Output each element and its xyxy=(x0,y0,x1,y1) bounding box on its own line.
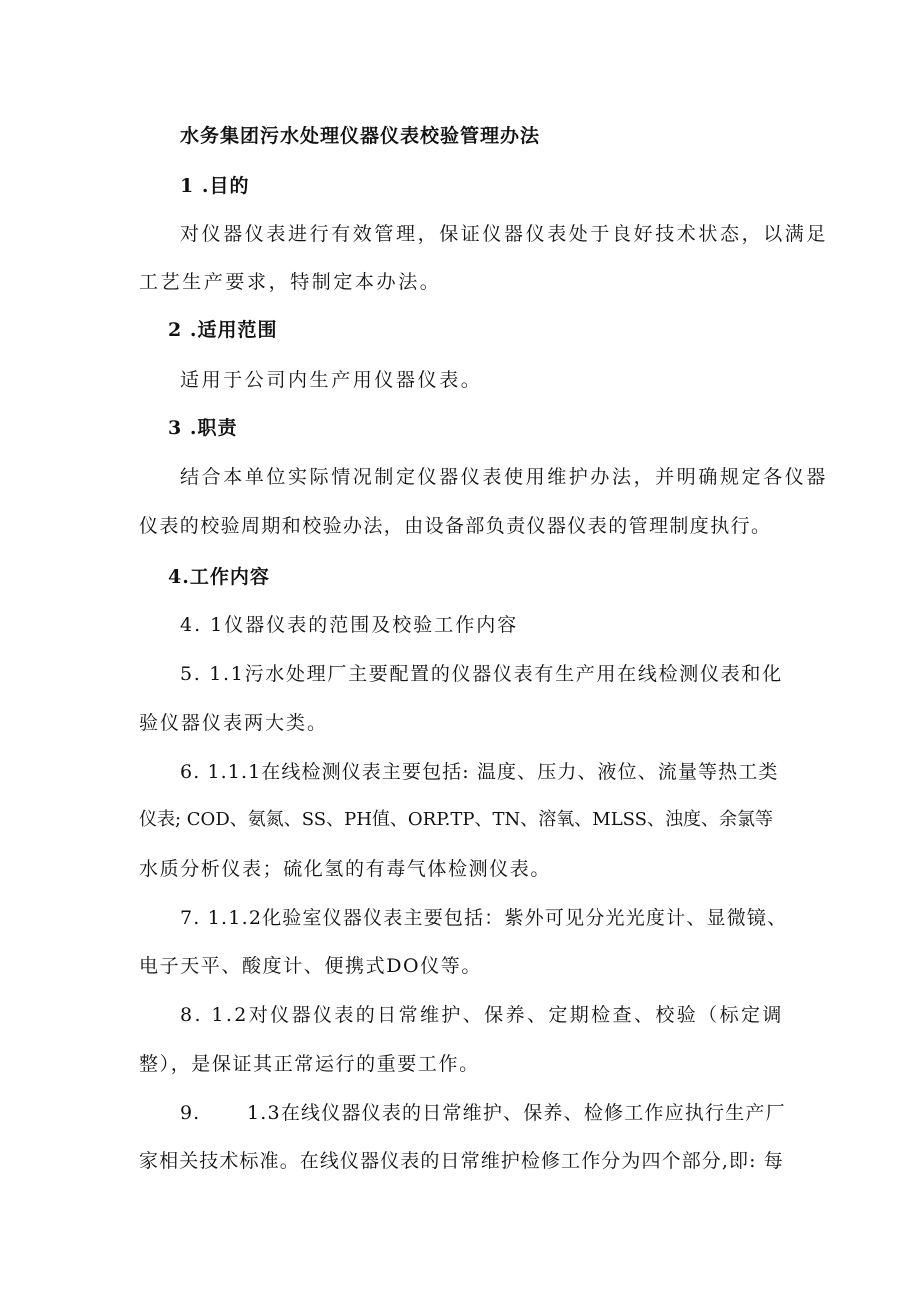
paragraph-purpose-line-2: 工艺生产要求，特制定本办法。 xyxy=(139,271,442,293)
paragraph-responsibility-line-2: 仪表的校验周期和校验办法，由设备部负责仪器仪表的管理制度执行。 xyxy=(139,515,772,537)
item-6-line-1: 6. 1.1.1在线检测仪表主要包括: 温度、压力、液位、流量等热工类 xyxy=(180,761,779,783)
item-8-line-2: 整），是保证其正常运行的重要工作。 xyxy=(139,1053,480,1075)
paragraph-scope-line-1: 适用于公司内生产用仪器仪表。 xyxy=(180,369,483,391)
heading-scope: 2 .适用范围 xyxy=(168,319,278,341)
item-5-line-1: 5. 1.1污水处理厂主要配置的仪器仪表有生产用在线检测仪表和化 xyxy=(180,663,783,685)
item-7-line-1: 7. 1.1.2化验室仪器仪表主要包括：紫外可见分光光度计、显微镜、 xyxy=(180,907,788,929)
paragraph-purpose-line-1: 对仪器仪表进行有效管理，保证仪器仪表处于良好技术状态，以满足 xyxy=(180,223,829,245)
item-9-line-2: 家相关技术标准。在线仪器仪表的日常维护检修工作分为四个部分,即: 每 xyxy=(139,1150,784,1172)
item-6-line-2: 仪表; COD、氨氮、SS、PH值、ORP.TP、TN、溶氧、MLSS、浊度、余氯等 xyxy=(139,809,773,830)
item-8-line-1: 8. 1.2对仪器仪表的日常维护、保养、定期检查、校验（标定调 xyxy=(180,1004,784,1026)
heading-work-content: 4.工作内容 xyxy=(168,566,270,588)
heading-responsibility: 3 .职责 xyxy=(168,417,238,439)
item-9-line-1: 1.3在线仪器仪表的日常维护、保养、检修工作应执行生产厂 xyxy=(247,1102,786,1124)
document-title: 水务集团污水处理仪器仪表校验管理办法 xyxy=(180,125,541,147)
item-6-line-3: 水质分析仪表；硫化氢的有毒气体检测仪表。 xyxy=(139,858,552,880)
item-4-1: 4. 1仪器仪表的范围及校验工作内容 xyxy=(180,614,519,636)
item-7-line-2: 电子天平、酸度计、便携式DO仪等。 xyxy=(139,955,483,977)
item-5-line-2: 验仪器仪表两大类。 xyxy=(139,712,329,734)
item-9-number: 9. xyxy=(180,1102,201,1124)
paragraph-responsibility-line-1: 结合本单位实际情况制定仪器仪表使用维护办法，并明确规定各仪器 xyxy=(180,466,829,488)
heading-purpose: 1 .目的 xyxy=(180,175,250,197)
